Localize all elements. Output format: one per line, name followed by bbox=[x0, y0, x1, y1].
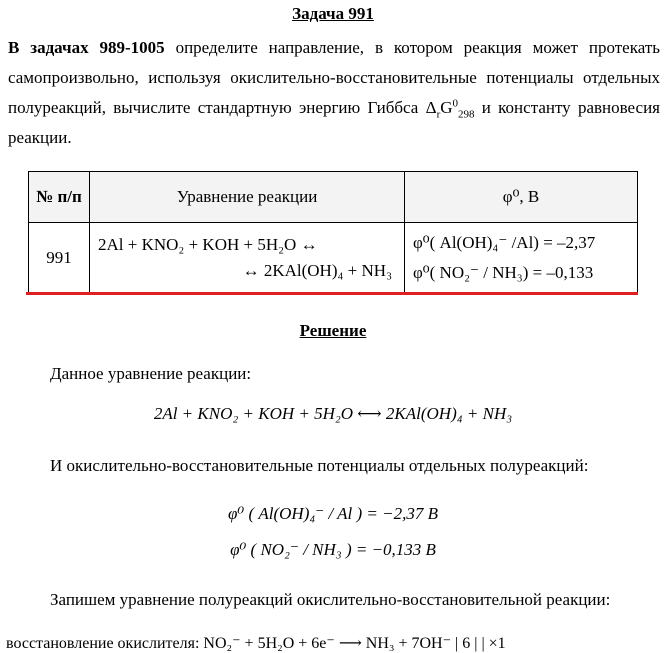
potential-formula-2: φ⁰ ( NO₂⁻ / NH₃ ) = −0,133 В bbox=[230, 540, 436, 559]
intro-text: определите направление, в котором реакция может протекать самопроизвольно, используя окислительно-восстановительные потенциалы отдельных полуреакций, вычислите стандартную энергию Гиббса Δ bbox=[8, 38, 660, 117]
row-equation bbox=[90, 223, 405, 294]
table-row bbox=[29, 223, 638, 294]
gibbs-g: G bbox=[440, 98, 453, 117]
intro-bold-lead: В задачах 989-1005 bbox=[8, 38, 165, 57]
header-potential: φ⁰, В bbox=[405, 172, 638, 223]
reaction-formula: 2Al + KNO₂ + KOH + 5H₂O ⟷ 2KAl(OH)₄ + NH₃ bbox=[153, 404, 513, 423]
task-table bbox=[28, 171, 638, 294]
potential-formula-1: φ⁰ ( Al(OH)₄⁻ / Al ) = −2,37 В bbox=[227, 504, 438, 523]
task-title: Задача 991 bbox=[292, 4, 374, 23]
row-potentials bbox=[405, 223, 638, 294]
equation-line1: 2Al + KNO₂ + KOH + 5H₂O ↔ bbox=[98, 235, 318, 254]
intro-tail: и константу равновесия реакции. bbox=[8, 98, 660, 147]
equation-line2: ↔ 2KAl(OH)₄ + NH₃ bbox=[242, 261, 392, 280]
row-number: 991 bbox=[29, 223, 90, 294]
header-equation: Уравнение реакции bbox=[90, 172, 405, 223]
potential-2: φ⁰( NO₂⁻ / NH₃) = –0,133 bbox=[413, 263, 594, 282]
solution-paragraph-3: Запишем уравнение полуреакций окислительно-восстановительной реакции: bbox=[50, 590, 611, 609]
header-number: № п/п bbox=[29, 172, 90, 223]
half-reaction-line-partial: восстановление окислителя: NO₂⁻ + 5H₂O + 6e⁻ ⟶ NH₃ + 7OH⁻ | 6 | | ×1 bbox=[6, 635, 506, 652]
solution-paragraph-1: Данное уравнение реакции: bbox=[50, 364, 252, 383]
gibbs-sub-298: 298 bbox=[458, 108, 475, 121]
solution-title: Решение bbox=[299, 321, 367, 340]
solution-paragraph-2: И окислительно-восстановительные потенциалы отдельных полуреакций: bbox=[50, 456, 589, 475]
gibbs-sub-r: r bbox=[436, 108, 441, 121]
gibbs-sup-0: 0 bbox=[452, 97, 459, 110]
table-bottom-red-line bbox=[26, 292, 638, 295]
table-header-row bbox=[29, 172, 638, 223]
task-intro bbox=[8, 33, 660, 153]
potential-1: φ⁰( Al(OH)₄⁻ /Al) = –2,37 bbox=[413, 233, 596, 252]
